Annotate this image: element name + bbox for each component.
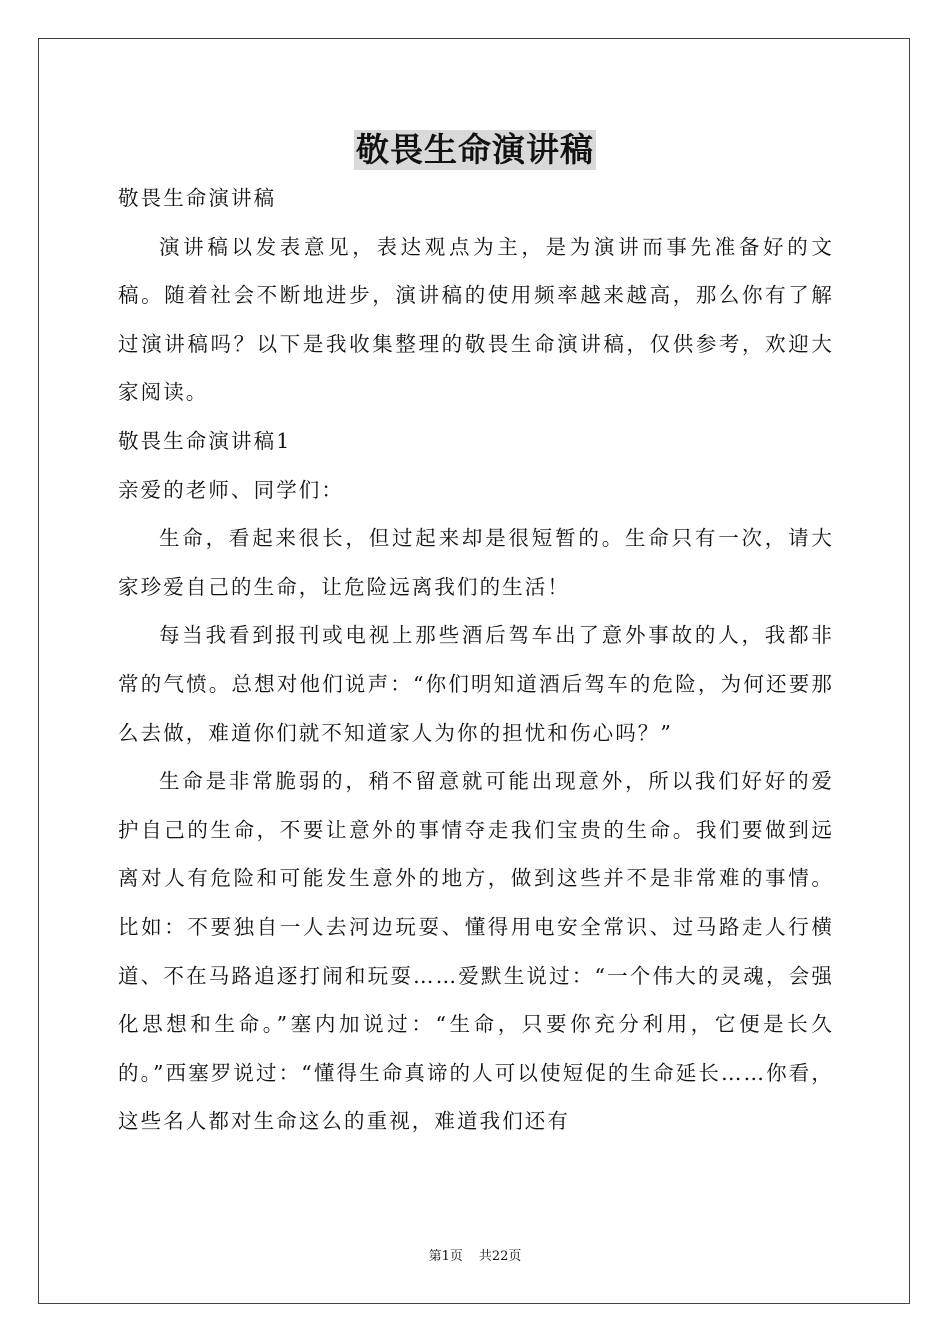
page-number: 第1页: [428, 1249, 463, 1264]
document-body: [118, 174, 834, 1146]
paragraph: 亲爱的老师、同学们：: [118, 477, 344, 502]
page-total: 共22页: [478, 1249, 522, 1264]
page-footer: [0, 1248, 950, 1266]
document-title-wrapper: [0, 130, 950, 170]
paragraph: 每当我看到报刊或电视上那些酒后驾车出了意外事故的人，我都非常的气愤。总想对他们说声：“你们明知道酒后驾车的危险，为何还要那么去做，难道你们就不知道家人为你的担忧和伤心吗？”: [118, 623, 834, 745]
paragraph: 生命，看起来很长，但过起来却是很短暂的。生命只有一次，请大家珍爱自己的生命，让危险远离我们的生活！: [118, 526, 834, 599]
paragraph: 敬畏生命演讲稿: [118, 186, 277, 210]
paragraph: 演讲稿以发表意见，表达观点为主，是为演讲而事先准备好的文稿。随着社会不断地进步，演讲稿的使用频率越来越高，那么你有了解过演讲稿吗？以下是我收集整理的敬畏生命演讲稿，仅供参考，欢迎大家阅读。: [118, 234, 834, 405]
document-title: 敬畏生命演讲稿: [356, 130, 594, 169]
paragraph: 生命是非常脆弱的，稍不留意就可能出现意外，所以我们好好的爱护自己的生命，不要让意外的事情夺走我们宝贵的生命。我们要做到远离对人有危险和可能发生意外的地方，做到这些并不是非常难的事情。比如：不要独自一人去河边玩耍、懂得用电安全常识、过马路走人行横道、不在马路追逐打闹和玩耍……爱默生说过：“一个伟大的灵魂，会强化思想和生命。”塞内加说过：“生命，只要你充分利用，它便是长久的。”西塞罗说过：“懂得生命真谛的人可以使短促的生命延长……你看，这些名人都对生命这么的重视，难道我们还有: [118, 769, 834, 1134]
paragraph: 敬畏生命演讲稿1: [118, 428, 292, 453]
